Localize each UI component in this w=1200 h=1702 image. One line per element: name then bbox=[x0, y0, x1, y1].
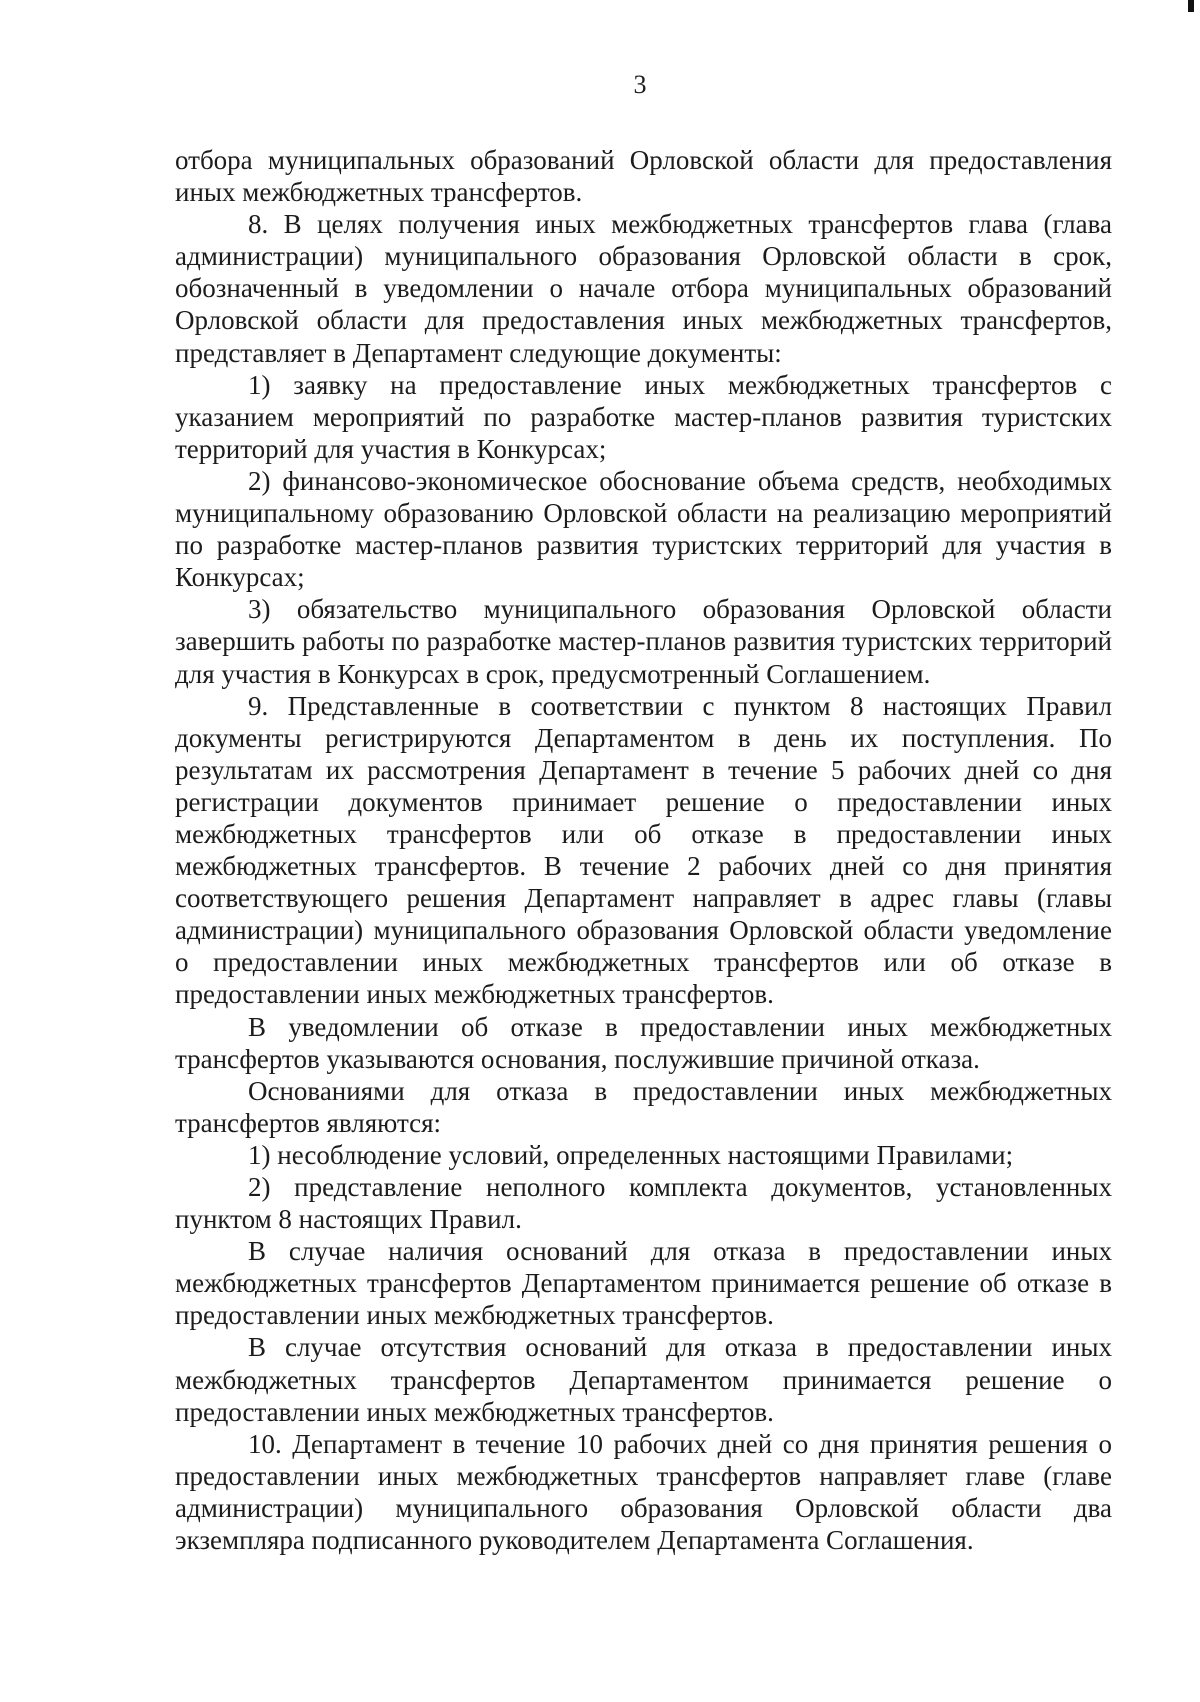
paragraph-grant-decision: В случае отсутствия оснований для отказа в предоставлении иных межбюджетных трансфертов Департаментом принимается решение о предоставлении иных межбюджетных трансфертов. bbox=[175, 1332, 1112, 1427]
paragraph-subitem-2: 2) финансово-экономическое обоснование объема средств, необходимых муниципальному образованию Орловской области на реализацию мероприятий по разработке мастер-планов развития туристских территорий для участия в Конкурсах; bbox=[175, 465, 1112, 593]
paragraph-continuation: отбора муниципальных образований Орловской области для предоставления иных межбюджетных трансфертов. bbox=[175, 145, 1112, 208]
page-number: 3 bbox=[633, 70, 647, 99]
paragraph-refusal-decision: В случае наличия оснований для отказа в предоставлении иных межбюджетных трансфертов Департаментом принимается решение об отказе в предоставлении иных межбюджетных трансфертов. bbox=[175, 1236, 1112, 1331]
paragraph-refusal-grounds: Основаниями для отказа в предоставлении иных межбюджетных трансфертов являются: bbox=[175, 1075, 1112, 1138]
paragraph-item-8: 8. В целях получения иных межбюджетных трансфертов глава (глава администрации) муниципального образования Орловской области в срок, обозначенный в уведомлении о начале отбора муниципальных образований Орловской области для предоставления иных межбюджетных трансфертов, представляет в Департамент следующие документы: bbox=[175, 209, 1112, 368]
scan-artifact-mark bbox=[1188, 0, 1194, 12]
paragraph-subitem-1: 1) заявку на предоставление иных межбюджетных трансфертов с указанием мероприятий по разработке мастер-планов развития туристских территорий для участия в Конкурсах; bbox=[175, 369, 1112, 464]
paragraph-item-10: 10. Департамент в течение 10 рабочих дней со дня принятия решения о предоставлении иных межбюджетных трансфертов направляет главе (главе администрации) муниципального образования Орловской области два экземпляра подписанного руководителем Департамента Соглашения. bbox=[175, 1428, 1112, 1556]
paragraph-ground-2: 2) представление неполного комплекта документов, установленных пунктом 8 настоящих Правил. bbox=[175, 1172, 1112, 1235]
document-body bbox=[175, 144, 1112, 1556]
paragraph-item-9: 9. Представленные в соответствии с пунктом 8 настоящих Правил документы регистрируются Департаментом в день их поступления. По результатам их рассмотрения Департамент в течение 5 рабочих дней со дня регистрации документов принимает решение о предоставлении иных межбюджетных трансфертов или об отказе в предоставлении иных межбюджетных трансфертов. В течение 2 рабочих дней со дня принятия соответствующего решения Департамент направляет в адрес главы (главы администрации) муниципального образования Орловской области уведомление о предоставлении иных межбюджетных трансфертов или об отказе в предоставлении иных межбюджетных трансфертов. bbox=[175, 690, 1112, 1010]
paragraph-subitem-3: 3) обязательство муниципального образования Орловской области завершить работы по разработке мастер-планов развития туристских территорий для участия в Конкурсах в срок, предусмотренный Соглашением. bbox=[175, 594, 1112, 689]
paragraph-ground-1: 1) несоблюдение условий, определенных настоящими Правилами; bbox=[248, 1139, 1014, 1170]
paragraph-refusal-notice: В уведомлении об отказе в предоставлении иных межбюджетных трансфертов указываются основания, послужившие причиной отказа. bbox=[175, 1011, 1112, 1074]
